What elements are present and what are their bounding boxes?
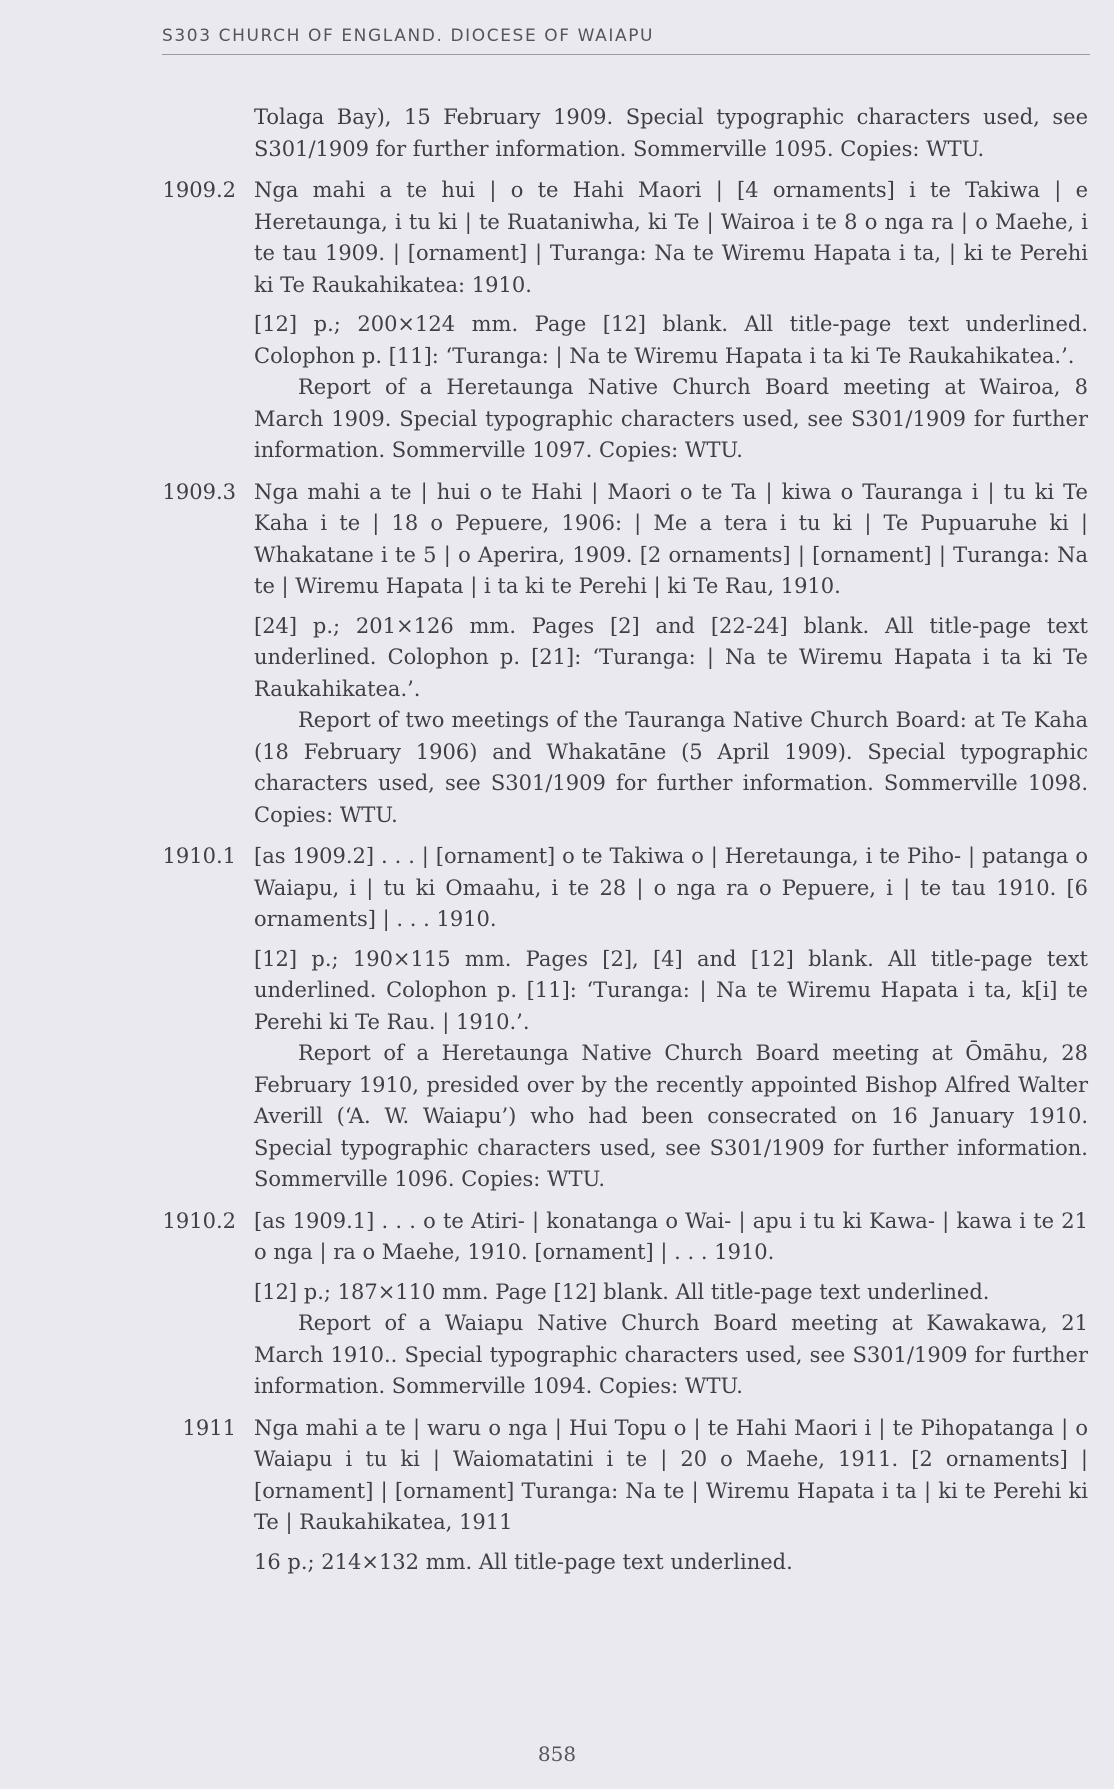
entry-body: [254, 477, 1088, 832]
entry-1911: [150, 1413, 1088, 1579]
entry-number: 1910.2: [162, 1208, 236, 1233]
entry-title: [as 1909.1] . . . o te Atiri- | konatanga o Wai- | apu i tu ki Kawa- | kawa i te 21 o nga | ra o Maehe, 1910. [ornament] | . . . 1910.: [254, 1208, 1088, 1264]
entry-title: Nga mahi a te hui | o te Hahi Maori | [4 ornaments] i te Takiwa | e Heretaunga, i tu ki | te Ruataniwha, ki Te | Wairoa i te 8 o nga ra | o Maehe, i te tau 1909. | [ornament] | Turanga: Na te Wiremu Hapata i ta, | ki te Perehi ki Te Raukahikatea: 1910.: [254, 178, 1088, 297]
entry-number: 1911: [182, 1415, 236, 1440]
entry-number: 1909.2: [162, 178, 236, 202]
entry-note: Report of a Heretaunga Native Church Board meeting at Wairoa, 8 March 1909. Special typographic characters used, see S301/1909 for further information. Sommerville 1097. Copies: WTU.: [254, 375, 1088, 462]
running-head: S303 CHURCH OF ENGLAND. DIOCESE OF WAIAPU: [162, 26, 1090, 55]
entry-body: [150, 102, 1088, 165]
entry-body: [254, 1413, 1088, 1579]
entry-1909-2: [150, 175, 1088, 467]
entry-note: Tolaga Bay), 15 February 1909. Special typographic characters used, see S301/1909 for further information. Sommerville 1095. Copies: WTU.: [254, 105, 1088, 161]
page-content: [150, 102, 1088, 1588]
entry-1909-3: [150, 477, 1088, 832]
entry-1910-1: [150, 841, 1088, 1196]
entry-body: [254, 175, 1088, 467]
entry-description: [24] p.; 201×126 mm. Pages [2] and [22-24] blank. All title-page text underlined. Colophon p. [21]: ‘Turanga: | Na te Wiremu Hapata i ta ki Te Raukahikatea.’.: [254, 613, 1088, 701]
entry-continuation: [150, 102, 1088, 165]
entry-note: Report of a Waiapu Native Church Board meeting at Kawakawa, 21 March 1910.. Special typographic characters used, see S301/1909 for further information. Sommerville 1094. Copies: WTU.: [254, 1311, 1088, 1398]
entry-description: 16 p.; 214×132 mm. All title-page text underlined.: [254, 1549, 793, 1574]
entry-note: Report of two meetings of the Tauranga Native Church Board: at Te Kaha (18 February 1906) and Whakatāne (5 April 1909). Special typographic characters used, see S301/1909 for further information. Sommerville 1098. Copies: WTU.: [254, 708, 1088, 827]
entry-title: Nga mahi a te | hui o te Hahi | Maori o te Ta | kiwa o Tauranga i | tu ki Te Kaha i te | 18 o Pepuere, 1906: | Me a tera i tu ki | Te Pupuaruhe ki | Whakatane i te 5 | o Aperira, 1909. [2 ornaments] | [ornament] | Turanga: Na te | Wiremu Hapata | i ta ki te Perehi | ki Te Rau, 1910.: [254, 479, 1088, 598]
entry-1910-2: [150, 1206, 1088, 1403]
entry-body: [254, 841, 1088, 1196]
page-number: 858: [537, 1742, 577, 1766]
entry-number: 1909.3: [162, 479, 236, 504]
entry-title: Nga mahi a te | waru o nga | Hui Topu o | te Hahi Maori i | te Pihopatanga | o Waiapu i tu ki | Waiomatatini i te | 20 o Maehe, 1911. [2 ornaments] | [ornament] | [ornament] Turanga: Na te | Wiremu Hapata i ta | ki te Perehi ki Te | Raukahikatea, 1911: [254, 1415, 1088, 1534]
entry-description: [12] p.; 190×115 mm. Pages [2], [4] and [12] blank. All title-page text underlined. Colophon p. [11]: ‘Turanga: | Na te Wiremu Hapata i ta, k[i] te Perehi ki Te Rau. | 1910.’.: [254, 946, 1088, 1034]
entry-number: 1910.1: [162, 844, 236, 868]
entry-note: Report of a Heretaunga Native Church Board meeting at Ōmāhu, 28 February 1910, presided over by the recently appointed Bishop Alfred Walter Averill (‘A. W. Waiapu’) who had been consecrated on 16 January 1910. Special typographic characters used, see S301/1909 for further information. Sommerville 1096. Copies: WTU.: [254, 1041, 1088, 1191]
entry-title: [as 1909.2] . . . | [ornament] o te Takiwa o | Heretaunga, i te Piho- | patanga o Waiapu, i | tu ki Omaahu, i te 28 | o nga ra o Pepuere, i | te tau 1910. [6 ornaments] | . . . 1910.: [254, 844, 1088, 931]
entry-description: [12] p.; 200×124 mm. Page [12] blank. All title-page text underlined. Colophon p. [11]: ‘Turanga: | Na te Wiremu Hapata i ta ki Te Raukahikatea.’.: [254, 312, 1088, 368]
entry-description: [12] p.; 187×110 mm. Page [12] blank. All title-page text underlined.: [254, 1279, 990, 1304]
entry-body: [254, 1206, 1088, 1403]
